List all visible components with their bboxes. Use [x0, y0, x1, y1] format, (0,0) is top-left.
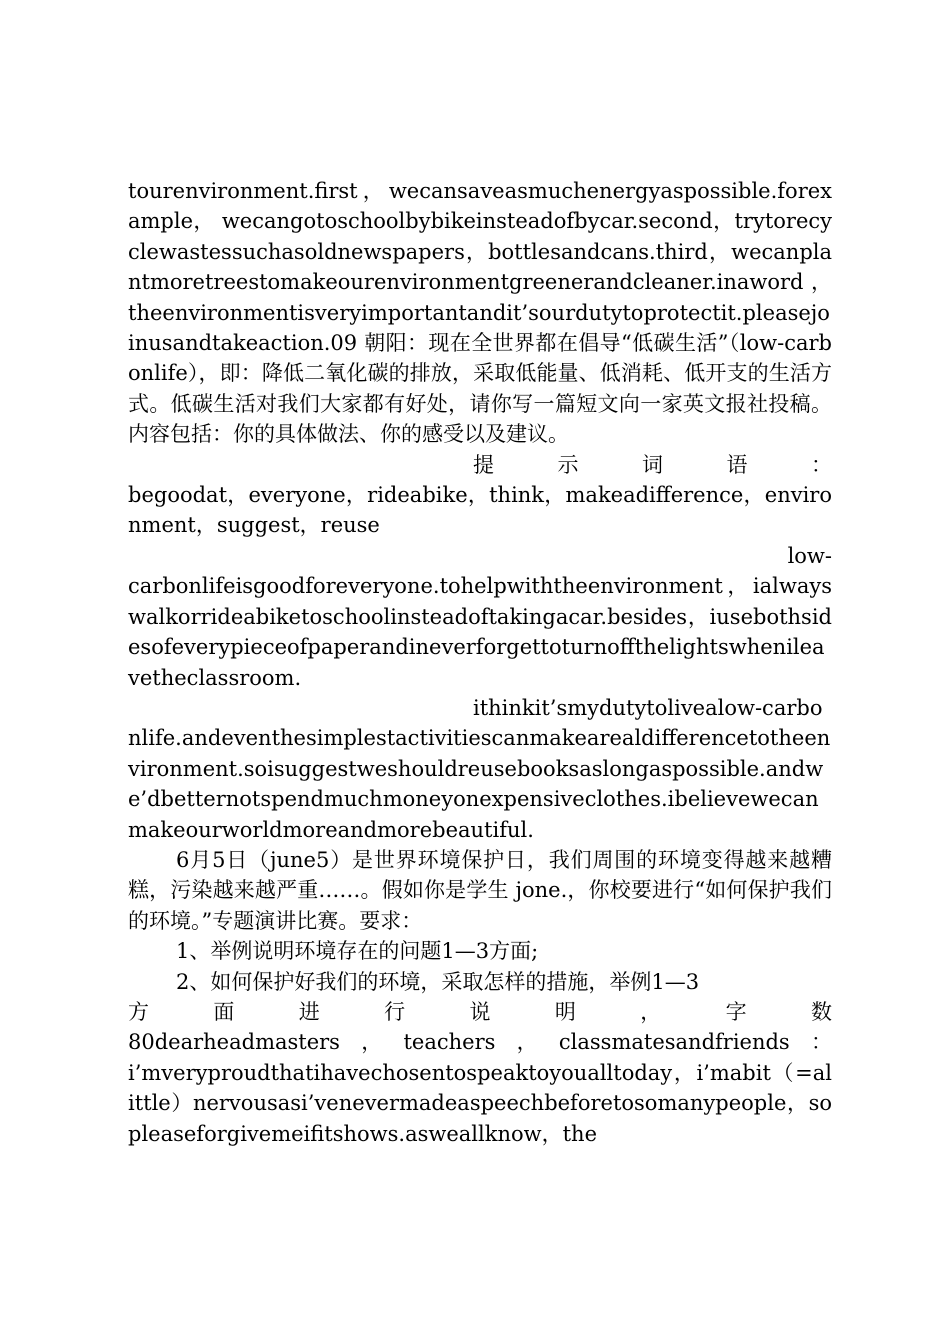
spread-char: 说 — [469, 999, 491, 1024]
paragraph-environment-day-task: 6月5日（june5）是世界环境保护日，我们周围的环境变得越来越糟糕，污染越来越严重……。假如你是学生 jone.，你校要进行“如何保护我们的环境。”专题演讲比赛。要求： — [128, 847, 832, 933]
greeting-part: ， — [516, 1030, 538, 1055]
low-prefix: low- — [787, 543, 832, 568]
spread-char: ， — [640, 999, 662, 1024]
paragraph-low-carbon-opinion: ithinkit’smydutytolivealow-carbonlife.andeventhesimplestactivitiescanmakearealdifferencetotheenvironment.soisuggestweshouldreusebooksaslongaspossible.andwe’dbetternotspendmuchmoneyonexpensiveclothes.ibelievewecanmakeourworldmoreandmorebeautiful. — [128, 695, 831, 842]
greeting-part: teachers — [403, 1030, 496, 1055]
paragraph-speech-opening: i’mveryproudthatihavechosentospeaktoyoualltoday，i’mabit（=alittle）nervousasi’venevermadeaspeechbeforetosomanypeople，sopleaseforgivemeifitshows.asweallknow，the — [128, 1060, 832, 1146]
document-page — [128, 176, 832, 1149]
hint-words: begoodat，everyone，rideabike，think，makeadifference，environment，suggest，reuse — [128, 483, 832, 538]
requirement-item-2: 2、如何保护好我们的环境，采取怎样的措施，举例1—3 — [176, 969, 700, 994]
greeting-part: 80dearheadmasters — [128, 1030, 340, 1055]
hint-char: 词 — [642, 452, 663, 477]
greeting-part: classmatesandfriends — [558, 1030, 790, 1055]
hint-heading — [473, 450, 832, 480]
spread-char: 方 — [128, 999, 149, 1024]
requirement-word-count-line — [128, 997, 832, 1027]
spread-char: 行 — [384, 999, 406, 1024]
spread-char: 明 — [554, 999, 576, 1024]
greeting-part: ， — [361, 1030, 383, 1055]
hint-char: 提 — [473, 452, 494, 477]
spread-char: 数 — [811, 999, 832, 1024]
paragraph-environment-actions: tourenvironment.first，wecansaveasmuchenergyaspossible.forexample， wecangotoschoolbybikeinsteadofbycar.second，trytorecyclewastessuchasoldnewspapers，bottlesandcans.third，wecanplantmoretreestomakeourenvironmentgreenerandcleaner.inaword，theenvironmentisveryimportantandit’sourdutytoprotectit.pleasejoinusandtakeaction.09 朝阳：现在全世界都在倡导“低碳生活”（low-carbonlife），即：降低二氧化碳的排放，采取低能量、低消耗、低开支的生活方式。低碳生活对我们大家都有好处，请你写一篇短文向一家英文报社投稿。内容包括：你的具体做法、你的感受以及建议。 — [128, 179, 832, 447]
paragraph-low-carbon-habits: carbonlifeisgoodforeveryone.tohelpwiththeenvironment，ialwayswalkorrideabiketoschoolinsteadoftakingacar.besides，iusebothsidesofeverypieceofpaperandineverforgettoturnoffthelightswhenileavetheclassroom. — [128, 574, 832, 690]
requirement-item-1: 1、举例说明环境存在的问题1—3方面; — [176, 939, 539, 964]
hint-char: ： — [811, 452, 832, 477]
spread-char: 面 — [213, 999, 235, 1024]
spread-char: 进 — [298, 999, 320, 1024]
speech-greeting — [128, 1027, 832, 1057]
hint-char: 语 — [726, 452, 748, 477]
hint-char: 示 — [557, 452, 579, 477]
greeting-part: ： — [810, 1030, 832, 1055]
spread-char: 字 — [725, 999, 747, 1024]
